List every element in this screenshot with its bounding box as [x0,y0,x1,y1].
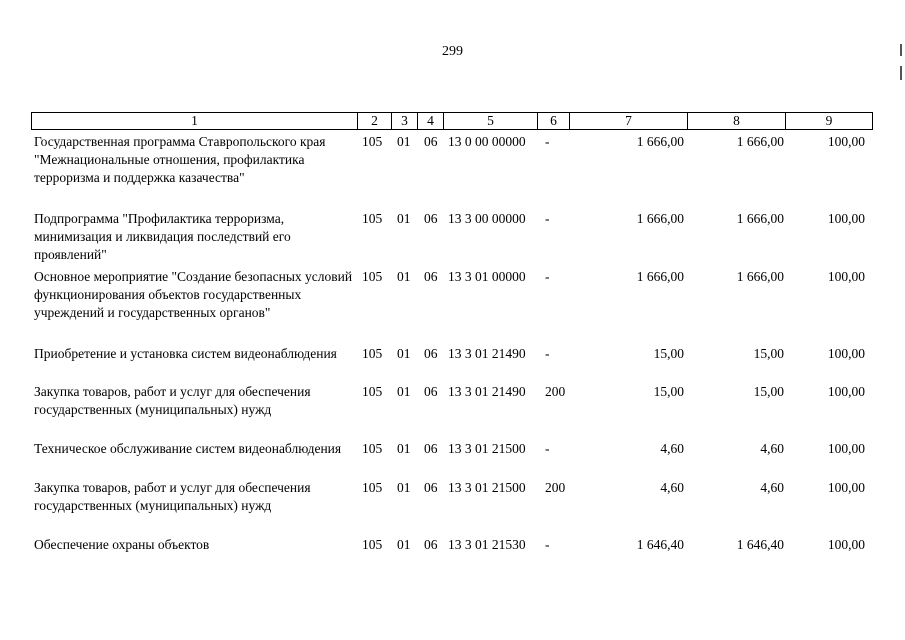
row-subsection: 06 [424,134,438,149]
row-subsection: 06 [424,537,438,552]
row-amount-col8: 15,00 [753,346,784,361]
header-col-5: 5 [444,113,538,129]
row-target-article: 13 3 01 00000 [448,269,526,284]
row-percent-col9: 100,00 [827,441,865,456]
header-col-7: 7 [570,113,688,129]
row-section: 01 [397,134,411,149]
header-col-8: 8 [688,113,786,129]
row-amount-col8: 1 666,00 [736,269,784,284]
row-name: Закупка товаров, работ и услуг для обеспечения государственных (муниципальных) нужд [34,384,311,417]
page-number: 299 [442,44,463,59]
row-amount-col7: 1 666,00 [636,269,684,284]
row-amount-col7: 1 666,00 [636,211,684,226]
row-expense-type: - [545,441,550,456]
row-amount-col8: 4,60 [760,441,784,456]
row-percent-col9: 100,00 [827,537,865,552]
row-name: Приобретение и установка систем видеонаблюдения [34,346,337,361]
table-header-row [31,112,873,130]
header-col-3: 3 [392,113,418,129]
row-target-article: 13 3 01 21530 [448,537,526,552]
header-col-6: 6 [538,113,570,129]
row-amount-col7: 1 646,40 [636,537,684,552]
row-code: 105 [362,480,383,495]
row-amount-col7: 4,60 [660,480,684,495]
scan-edge-mark-top [900,44,902,56]
row-percent-col9: 100,00 [827,269,865,284]
row-amount-col8: 4,60 [760,480,784,495]
row-expense-type: 200 [545,480,566,495]
row-code: 105 [362,134,383,149]
row-subsection: 06 [424,384,438,399]
row-name: Обеспечение охраны объектов [34,537,210,552]
scan-edge-mark-bottom [900,66,902,80]
header-col-2: 2 [358,113,392,129]
row-code: 105 [362,269,383,284]
row-percent-col9: 100,00 [827,346,865,361]
row-amount-col7: 15,00 [653,384,684,399]
row-subsection: 06 [424,480,438,495]
row-expense-type: - [545,346,550,361]
row-name: Подпрограмма "Профилактика терроризма, минимизация и ликвидация последствий его проявлений" [34,211,291,262]
row-amount-col8: 1 666,00 [736,134,784,149]
row-target-article: 13 3 01 21500 [448,480,526,495]
row-name: Закупка товаров, работ и услуг для обеспечения государственных (муниципальных) нужд [34,480,311,513]
row-expense-type: 200 [545,384,566,399]
row-target-article: 13 3 01 21500 [448,441,526,456]
row-code: 105 [362,384,383,399]
row-section: 01 [397,346,411,361]
row-percent-col9: 100,00 [827,384,865,399]
row-expense-type: - [545,537,550,552]
row-percent-col9: 100,00 [827,211,865,226]
row-subsection: 06 [424,346,438,361]
row-amount-col7: 4,60 [660,441,684,456]
row-name: Техническое обслуживание систем видеонаблюдения [34,441,342,456]
row-code: 105 [362,346,383,361]
row-target-article: 13 3 01 21490 [448,346,526,361]
row-subsection: 06 [424,211,438,226]
row-target-article: 13 3 00 00000 [448,211,526,226]
row-amount-col8: 1 666,00 [736,211,784,226]
row-percent-col9: 100,00 [827,134,865,149]
row-subsection: 06 [424,441,438,456]
row-expense-type: - [545,269,550,284]
row-amount-col7: 1 666,00 [636,134,684,149]
row-subsection: 06 [424,269,438,284]
row-section: 01 [397,537,411,552]
row-section: 01 [397,211,411,226]
header-col-4: 4 [418,113,444,129]
row-amount-col7: 15,00 [653,346,684,361]
row-target-article: 13 3 01 21490 [448,384,526,399]
row-section: 01 [397,480,411,495]
row-percent-col9: 100,00 [827,480,865,495]
row-target-article: 13 0 00 00000 [448,134,526,149]
row-code: 105 [362,211,383,226]
row-amount-col8: 1 646,40 [736,537,784,552]
row-name: Государственная программа Ставропольского края "Межнациональные отношения, профилактика терроризма и поддержка казачества" [34,134,326,185]
row-expense-type: - [545,211,550,226]
row-amount-col8: 15,00 [753,384,784,399]
row-section: 01 [397,441,411,456]
row-section: 01 [397,269,411,284]
header-col-1: 1 [32,113,358,129]
row-code: 105 [362,441,383,456]
row-code: 105 [362,537,383,552]
row-section: 01 [397,384,411,399]
row-name: Основное мероприятие "Создание безопасных условий функционирования объектов государственных учреждений и государственных органов" [34,269,353,320]
header-col-9: 9 [825,113,833,128]
row-expense-type: - [545,134,550,149]
